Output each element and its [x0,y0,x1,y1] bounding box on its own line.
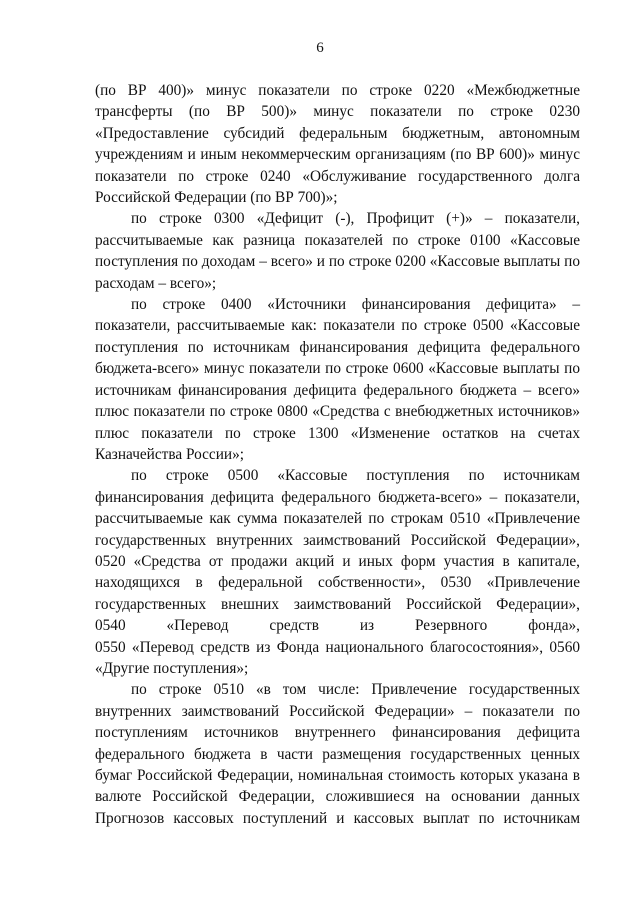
text-line: показатели, рассчитываемые как: показатели по строке 0500 «Кассовые [95,317,580,335]
text-line: плюс показатели по строке 1300 «Изменение остатков на счетах [95,424,580,442]
text-line: рассчитываемые как разница показателей по строке 0100 «Кассовые [95,231,580,249]
text-line: федерального бюджета в части размещения государственных ценных [95,745,580,763]
text-line: по строке 0510 «в том числе: Привлечение государственных [131,681,580,699]
text-line: 0520 «Средства от продажи акций и иных форм участия в капитале, [95,552,580,570]
text-line: рассчитываемые как сумма показателей по строкам 0510 «Привлечение [95,510,580,528]
text-line: (по ВР 400)» минус показатели по строке 0220 «Межбюджетные [95,82,580,99]
text-line: государственных внутренних заимствований Российской Федерации», [95,531,580,549]
text-line: плюс показатели по строке 0800 «Средства с внебюджетных источников» [95,403,580,421]
text-line: валюте Российской Федерации, сложившиеся на основании данных [95,788,580,806]
text-line: находящихся в федеральной собственности», 0530 «Привлечение [95,574,580,592]
text-line: учреждениям и иным некоммерческим организациям (по ВР 600)» минус [95,146,580,164]
paragraph [95,208,580,294]
text-line: 0550 «Перевод средств из Фонда национального благосостояния», 0560 [95,638,580,656]
text-line: «Предоставление субсидий федеральным бюджетным, автономным [95,124,580,142]
text-line: источникам финансирования дефицита федерального бюджета – всего» [95,381,580,399]
text-line: 0540 «Перевод средств из Резервного фонда», [95,617,580,635]
text-line: «Другие поступления»; [95,659,249,677]
text-line: Прогнозов кассовых поступлений и кассовых выплат по источникам [95,809,580,827]
text-line: трансферты (по ВР 500)» минус показатели по строке 0230 [95,103,580,121]
text-line: показатели по строке 0240 «Обслуживание государственного долга [95,167,580,185]
text-line: Российской Федерации (по ВР 700)»; [95,189,338,207]
text-line: по строке 0400 «Источники финансирования дефицита» – [131,296,580,314]
text-line: поступлениям источников внутреннего финансирования дефицита [95,724,580,742]
document-body [95,80,580,829]
text-line: бумаг Российской Федерации, номинальная стоимость которых указана в [95,767,580,784]
text-line: внутренних заимствований Российской Федерации» – показатели по [95,702,580,720]
text-line: поступления по источникам финансирования дефицита федерального [95,338,580,356]
paragraph [95,80,580,208]
text-line: Казначейства России»; [95,445,244,463]
paragraph [95,465,580,679]
page-number: 6 [316,40,324,56]
paragraph [95,294,580,465]
paragraph [95,679,580,829]
text-line: расходам – всего»; [95,274,217,292]
text-line: государственных внешних заимствований Российской Федерации», [95,595,580,613]
text-line: финансирования дефицита федерального бюджета-всего» – показатели, [95,488,580,506]
text-line: поступления по доходам – всего» и по строке 0200 «Кассовые выплаты по [95,253,580,271]
text-line: по строке 0500 «Кассовые поступления по источникам [131,467,580,485]
text-line: бюджета-всего» минус показатели по строке 0600 «Кассовые выплаты по [95,360,580,378]
text-line: по строке 0300 «Дефицит (-), Профицит (+)» – показатели, [131,210,580,228]
